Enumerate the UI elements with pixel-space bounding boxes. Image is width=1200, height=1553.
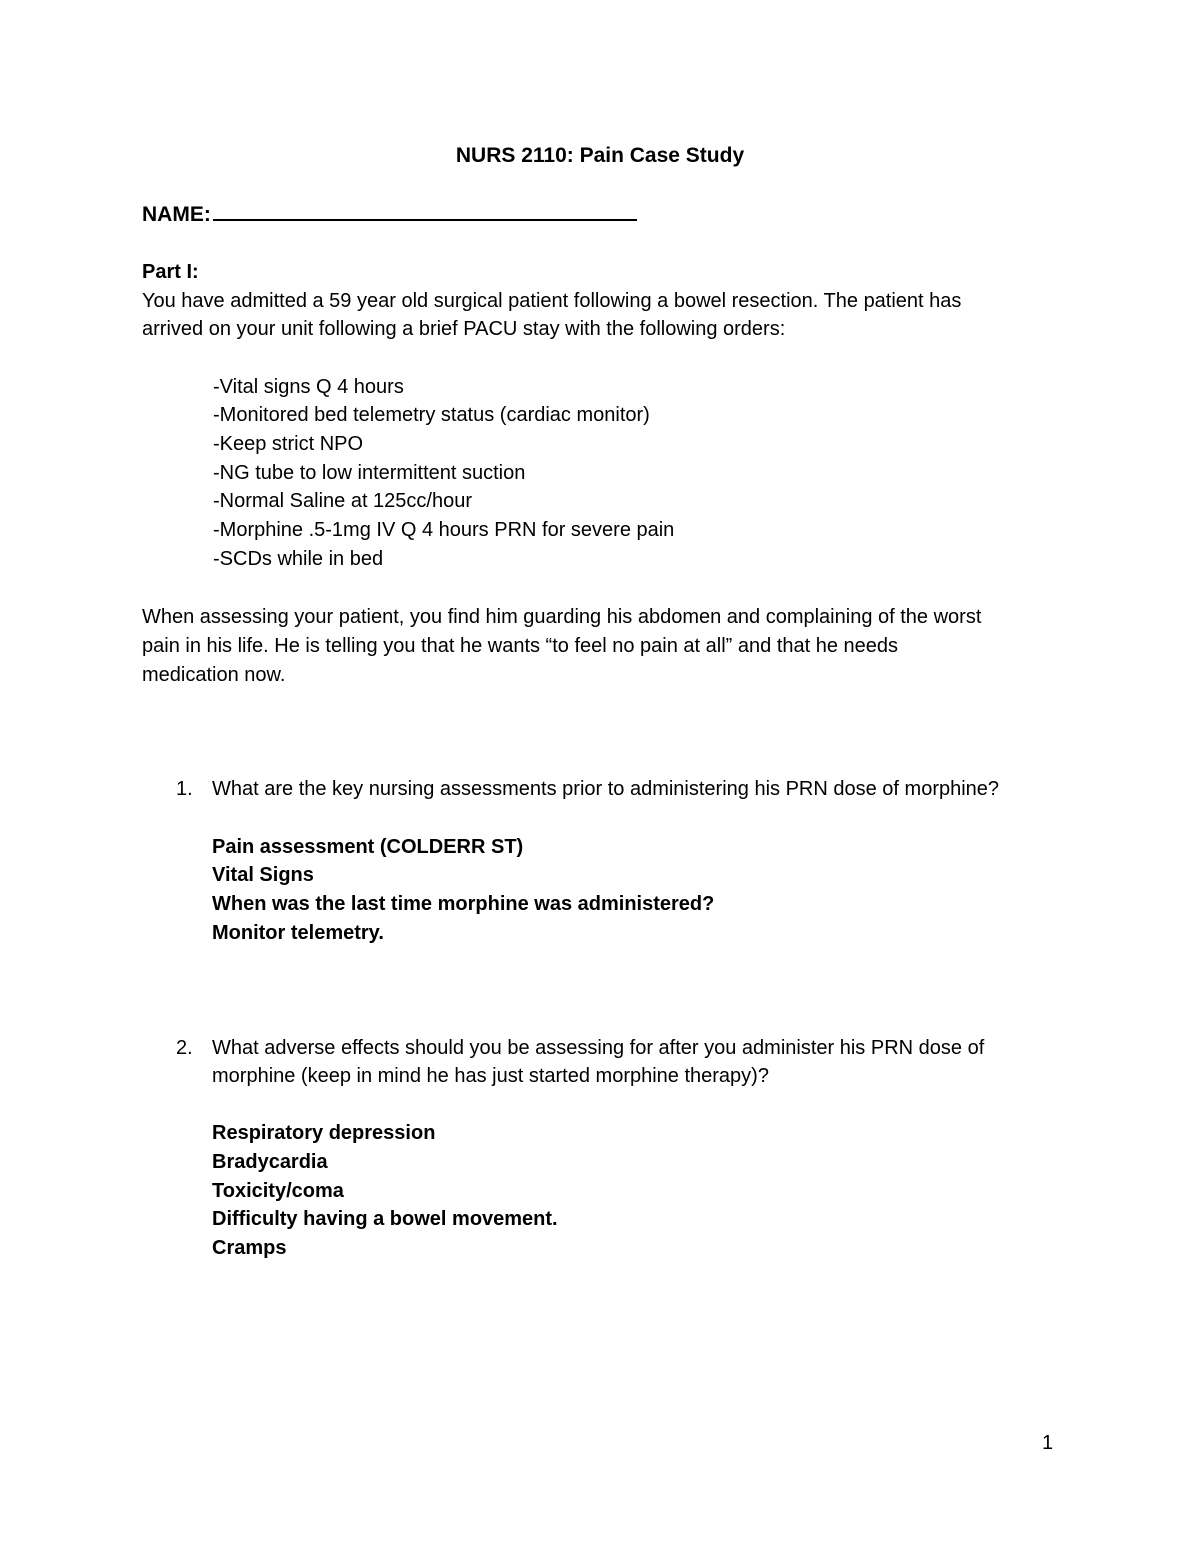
- assessment-line: pain in his life. He is telling you that he wants “to feel no pain at all” and that he needs: [142, 635, 899, 657]
- answer-item: Respiratory depression: [212, 1122, 436, 1144]
- order-item: -Monitored bed telemetry status (cardiac monitor): [213, 404, 650, 426]
- part-heading: Part I:: [142, 261, 199, 283]
- intro-line: arrived on your unit following a brief PACU stay with the following orders:: [142, 318, 786, 340]
- assessment-line: When assessing your patient, you find him guarding his abdomen and complaining of the worst: [142, 606, 982, 628]
- answer-item: Bradycardia: [212, 1151, 328, 1173]
- order-item: -Morphine .5-1mg IV Q 4 hours PRN for severe pain: [213, 519, 675, 541]
- answer-item: Vital Signs: [212, 864, 314, 886]
- order-item: -SCDs while in bed: [213, 548, 384, 570]
- answer-item: Cramps: [212, 1237, 287, 1259]
- question-text: What adverse effects should you be assessing for after you administer his PRN dose of: [212, 1037, 985, 1059]
- question-number: 1.: [176, 778, 193, 800]
- order-item: -Normal Saline at 125cc/hour: [213, 490, 473, 512]
- answer-item: Pain assessment (COLDERR ST): [212, 836, 524, 858]
- name-label: NAME:: [142, 203, 211, 226]
- answer-item: Toxicity/coma: [212, 1180, 344, 1202]
- question-number: 2.: [176, 1037, 193, 1059]
- question-text: What are the key nursing assessments prior to administering his PRN dose of morphine?: [212, 778, 1000, 800]
- name-blank-line: [213, 201, 637, 221]
- answer-item: When was the last time morphine was administered?: [212, 893, 715, 915]
- document-title: NURS 2110: Pain Case Study: [455, 144, 745, 167]
- answer-item: Monitor telemetry.: [212, 922, 384, 944]
- assessment-line: medication now.: [142, 664, 286, 686]
- name-field: [142, 201, 637, 229]
- order-item: -Keep strict NPO: [213, 433, 364, 455]
- question-text: morphine (keep in mind he has just started morphine therapy)?: [212, 1065, 769, 1087]
- answer-item: Difficulty having a bowel movement.: [212, 1208, 558, 1230]
- order-item: -Vital signs Q 4 hours: [213, 376, 404, 398]
- intro-line: You have admitted a 59 year old surgical patient following a bowel resection. The patient has: [142, 290, 962, 312]
- order-item: -NG tube to low intermittent suction: [213, 462, 526, 484]
- page-number: 1: [1042, 1432, 1054, 1454]
